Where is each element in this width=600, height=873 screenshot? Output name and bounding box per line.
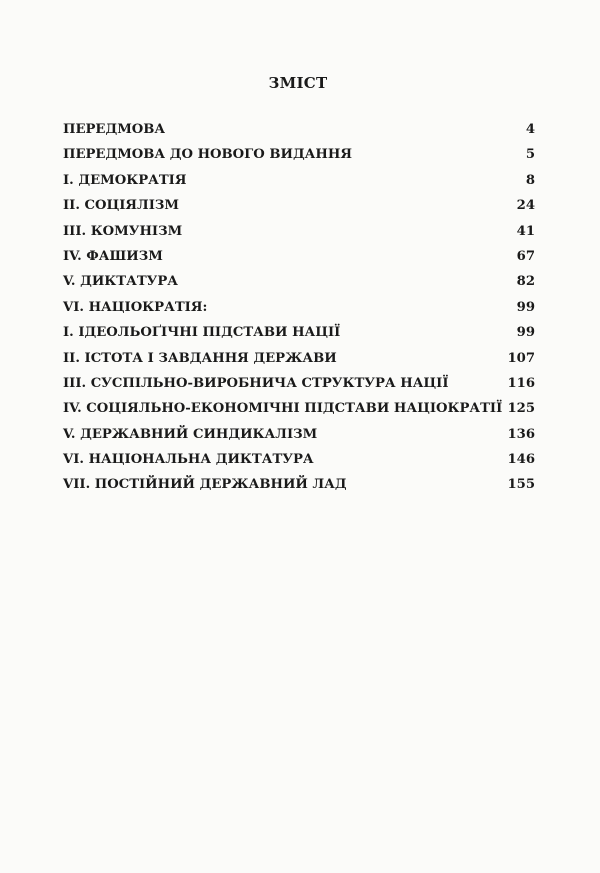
toc-entry-page: 125 — [507, 401, 535, 417]
toc-entry — [63, 173, 535, 198]
toc-entry — [63, 274, 535, 299]
toc-entry — [63, 147, 535, 172]
toc-entry-label: IV. ФАШИЗМ — [63, 248, 163, 264]
toc-entry-label: ІІ. ІСТОТА І ЗАВДАННЯ ДЕРЖАВИ — [63, 350, 337, 366]
toc-entry — [63, 427, 535, 452]
toc-entry-label: ПЕРЕДМОВА ДО НОВОГО ВИДАННЯ — [63, 147, 352, 163]
toc-entry — [63, 325, 535, 350]
toc-entry-label: ІІІ. СУСПІЛЬНО-ВИРОБНИЧА СТРУКТУРА НАЦІЇ — [63, 375, 449, 391]
toc-entry-page: 146 — [507, 452, 535, 468]
toc-entry — [63, 249, 535, 274]
toc-entry-label: І. ІДЕОЛЬОҐІЧНІ ПІДСТАВИ НАЦІЇ — [63, 325, 341, 341]
toc-entry-page: 8 — [525, 172, 535, 188]
toc-entry-page: 5 — [525, 147, 535, 163]
toc-entry — [63, 300, 535, 325]
toc-entry — [63, 401, 535, 426]
toc-entry-label: ІІ. СОЦІЯЛІЗМ — [63, 198, 179, 214]
toc-entry — [63, 122, 535, 147]
toc-entry — [63, 477, 535, 502]
toc-entry-page: 155 — [507, 477, 535, 493]
toc-entry-label: І. ДЕМОКРАТІЯ — [63, 172, 187, 188]
toc-entry-page: 116 — [507, 375, 535, 391]
toc-entry-page: 99 — [516, 299, 535, 315]
toc-entry — [63, 351, 535, 376]
toc-entry-page: 67 — [516, 248, 535, 264]
toc-entry-label: IV. СОЦІЯЛЬНО-ЕКОНОМІЧНІ ПІДСТАВИ НАЦІОКРАТІЇ — [63, 401, 503, 417]
toc-entry-label: V. ДЕРЖАВНИЙ СИНДИКАЛІЗМ — [63, 426, 318, 442]
toc-entry — [63, 198, 535, 223]
toc-entry-page: 82 — [516, 274, 535, 290]
toc-entry-page: 136 — [507, 426, 535, 442]
toc-entry-label: VI. НАЦІОНАЛЬНА ДИКТАТУРА — [63, 452, 314, 468]
toc-entry-page: 24 — [516, 198, 535, 214]
toc-entry — [63, 376, 535, 401]
page-title: ЗМІСТ — [268, 74, 328, 92]
toc-entry-label: VII. ПОСТІЙНИЙ ДЕРЖАВНИЙ ЛАД — [63, 477, 347, 493]
toc-entry — [63, 224, 535, 249]
toc-entry-label: ПЕРЕДМОВА — [63, 122, 166, 137]
toc-entry-page: 41 — [516, 223, 535, 239]
toc-entry-label: VI. НАЦІОКРАТІЯ: — [63, 299, 208, 315]
toc-entry-page: 4 — [525, 122, 535, 137]
toc-entry — [63, 452, 535, 477]
toc-entry-label: ІІІ. КОМУНІЗМ — [63, 223, 183, 239]
toc-entry-page: 107 — [507, 350, 535, 366]
toc-entry-page: 99 — [516, 325, 535, 341]
toc-entry-label: V. ДИКТАТУРА — [63, 274, 179, 290]
table-of-contents — [63, 122, 535, 503]
